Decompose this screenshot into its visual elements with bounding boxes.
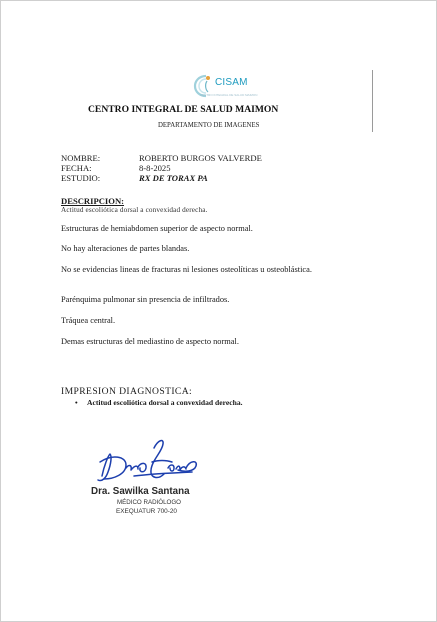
study-value: RX DE TORAX PA xyxy=(139,173,208,183)
study-label: ESTUDIO: xyxy=(61,173,101,183)
date-label: FECHA: xyxy=(61,163,92,173)
impression-item-text: Actitud escoliótica dorsal a convexidad derecha. xyxy=(87,398,243,407)
impression-list-item xyxy=(75,398,243,407)
patient-name-label: NOMBRE: xyxy=(61,153,101,163)
patient-name-row xyxy=(61,153,262,163)
finding-paragraph: Parénquima pulmonar sin presencia de infiltrados. xyxy=(61,295,230,304)
finding-paragraph: Demas estructuras del mediastino de aspecto normal. xyxy=(61,337,239,346)
handwritten-signature xyxy=(92,432,204,490)
impression-title: IMPRESION DIAGNOSTICA: xyxy=(61,386,193,397)
organization-name: CENTRO INTEGRAL DE SALUD MAIMON xyxy=(88,104,279,115)
bullet-icon: • xyxy=(75,398,78,407)
date-row xyxy=(61,163,171,173)
finding-paragraph: No hay alteraciones de partes blandas. xyxy=(61,244,190,253)
doctor-name: Dra. Sawilka Santana xyxy=(91,486,190,497)
patient-name-value: ROBERTO BURGOS VALVERDE xyxy=(139,153,262,163)
doctor-exequatur: EXEQUATUR 700-20 xyxy=(116,508,177,515)
doctor-title: MÉDICO RADIÓLOGO xyxy=(117,499,181,506)
description-title: DESCRIPCION: xyxy=(61,196,125,206)
department-name: DEPARTAMENTO DE IMAGENES xyxy=(158,122,260,129)
finding-paragraph: No se evidencias lineas de fracturas ni lesiones osteolíticas u osteoblástica. xyxy=(61,265,312,274)
study-row xyxy=(61,173,208,183)
logo-text: CISAM xyxy=(215,77,248,88)
finding-paragraph: Estructuras de hemiabdomen superior de aspecto normal. xyxy=(61,224,253,233)
logo-subtitle: CENTRO INTEGRAL DE SALUD MAIMON xyxy=(200,93,258,97)
header-divider xyxy=(372,70,373,132)
finding-paragraph: Tráquea central. xyxy=(61,316,116,325)
date-value: 8-8-2025 xyxy=(139,163,171,173)
description-subtitle: Actitud escoliótica dorsal a convexidad derecha. xyxy=(61,206,208,214)
